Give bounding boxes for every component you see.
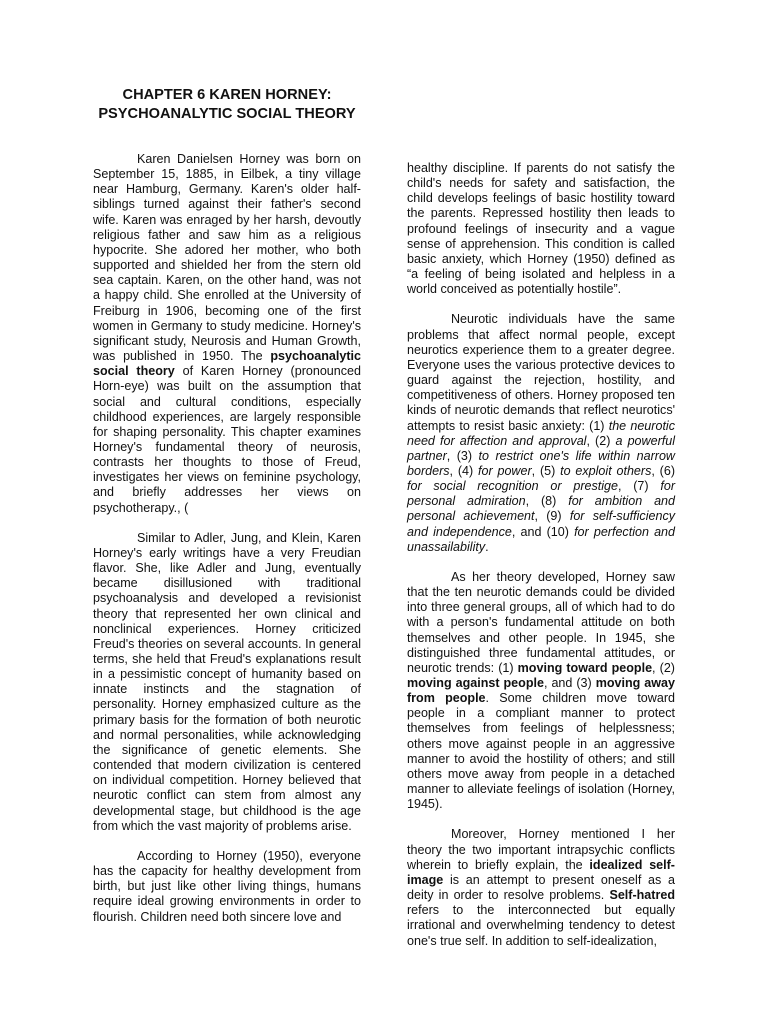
bold-term: idealized self-image bbox=[407, 857, 675, 887]
paragraph bbox=[93, 531, 361, 834]
text-run: Similar to Adler, Jung, and Klein, Karen Horney's early writings have a very Freudian flavor. She, like Adler and Jung, eventually became disillusioned with traditional psychoanalysis and developed a revisionist theory that represented her own clinical and nonclinical experiences. Horney criticized Freud's theories on several accounts. In general terms, she held that Freud's explanations result in a pessimistic concept of humanity based on innate instincts and the stagnation of personality. Horney emphasized culture as the primary basis for the formation of both neurotic and normal personalities, while acknowledging the significance of genetic elements. She contended that modern civilization is centered on individual competition. Horney believed that neurotic conflict can stem from almost any developmental stage, but childhood is the age from which the vast majority of problems arise. bbox=[93, 530, 361, 833]
text-run: refers to the interconnected but equally irrational and overwhelming tendency to detest one's true self. In addition to self-idealization, bbox=[407, 903, 675, 948]
paragraph bbox=[93, 152, 361, 516]
chapter-title: CHAPTER 6 KAREN HORNEY: PSYCHOANALYTIC SOCIAL THEORY bbox=[98, 87, 356, 122]
italic-term: for ambition and personal achievement bbox=[407, 494, 675, 524]
left-column bbox=[93, 152, 361, 940]
text-run: Karen Danielsen Horney was born on September 15, 1885, in Eilbek, a tiny village near Hamburg, Germany. Karen's older half-siblings turned against their father's second wife. Karen was enraged by her harsh, devoutly religious father and saw him as a religious hypocrite. She adored her mother, who both supported and shielded her from the stern old sea captain. Karen, on the other hand, was not a happy child. She enrolled at the University of Freiburg in 1906, becoming one of the first women in Germany to study medicine. Horney's significant study, Neurosis and Human Growth, was published in 1950. The bbox=[93, 152, 361, 364]
italic-term: a powerful partner bbox=[407, 433, 676, 463]
italic-term: for self-sufficiency and independence bbox=[407, 509, 675, 539]
text-run: , (2) bbox=[652, 660, 675, 675]
italic-term: the neurotic need for affection and approval bbox=[407, 418, 675, 448]
bold-term: moving against people bbox=[407, 676, 544, 690]
text-run: , (6) bbox=[651, 463, 676, 478]
text-run: , (8) bbox=[525, 494, 569, 509]
text-run: According to Horney (1950), everyone has the capacity for healthy development from birth, but just like other living things, humans require ideal growing environments in order to flourish. Children need both sincere love and bbox=[93, 848, 361, 924]
text-run: , (9) bbox=[534, 509, 570, 524]
paragraph bbox=[407, 161, 675, 297]
paragraph bbox=[407, 312, 675, 555]
italic-term: for social recognition or prestige bbox=[407, 479, 618, 494]
paragraph bbox=[407, 827, 675, 948]
italic-term: to exploit others bbox=[560, 463, 652, 478]
text-run: , (2) bbox=[586, 433, 616, 448]
paragraph bbox=[93, 849, 361, 925]
text-run: , (4) bbox=[449, 463, 479, 478]
text-run: . bbox=[485, 539, 489, 554]
text-run: , (3) bbox=[446, 448, 479, 463]
bold-term: moving toward people bbox=[517, 660, 653, 675]
paragraph bbox=[407, 570, 675, 813]
bold-term: moving away from people bbox=[407, 676, 676, 706]
text-run: , (7) bbox=[617, 479, 661, 494]
bold-term: Self-hatred bbox=[609, 888, 675, 903]
italic-term: for perfection and unassailability bbox=[407, 524, 676, 554]
text-run: , (5) bbox=[531, 463, 561, 478]
bold-term: psychoanalytic social theory bbox=[93, 349, 361, 379]
text-run: is an attempt to present oneself as a deity in order to resolve problems. bbox=[407, 872, 675, 903]
text-run: healthy discipline. If parents do not satisfy the child's needs for safety and satisfaction, the child develops feelings of basic hostility toward the parents. Repressed hostility then leads to profound feelings of insecurity and a vague sense of apprehension. This condition is called basic anxiety, which Horney (1950) defined as “a feeling of being isolated and helpless in a world conceived as potentially hostile”. bbox=[407, 161, 675, 297]
text-run: As her theory developed, Horney saw that the ten neurotic demands could be divided into three general groups, all of which had to do with a person's fundamental attitude on both themselves and other people. In 1945, she distinguished three fundamental attitudes, or neurotic trends: (1) bbox=[407, 569, 675, 675]
text-run: Neurotic individuals have the same problems that affect normal people, except neurotics experience them to a greater degree. Everyone uses the various protective devices to guard against the rejection, hostility, and competitiveness of others. Horney proposed ten kinds of neurotic demands that reflect neurotics' attempts to resist basic anxiety: (1) bbox=[407, 312, 675, 433]
text-run: of Karen Horney (pronounced Horn-eye) was built on the assumption that social and cultural conditions, especially childhood experiences, are largely responsible for shaping personality. This chapter examines Horney's fundamental theory of neurosis, contrasts her thoughts to those of Freud, investigates her views on feminine psychology, and briefly addresses her views on psychotherapy., ( bbox=[93, 364, 361, 515]
text-run: . Some children move toward people in a compliant manner to protect themselves from feelings of helplessness; others move against people in an aggressive manner to avoid the hostility of others; and still others move away from people in a detached manner to alleviate feelings of isolation (Horney, 1945). bbox=[407, 691, 675, 812]
text-run: , and (3) bbox=[543, 676, 596, 690]
italic-term: for power bbox=[478, 463, 532, 478]
italic-term: to restrict one's life within narrow borders bbox=[407, 448, 675, 478]
text-run: Moreover, Horney mentioned I her theory the two important intrapsychic conflicts wherein to briefly explain, the bbox=[407, 827, 675, 872]
right-column bbox=[407, 161, 675, 964]
italic-term: for personal admiration bbox=[407, 479, 676, 509]
text-run: , and (10) bbox=[511, 524, 575, 539]
